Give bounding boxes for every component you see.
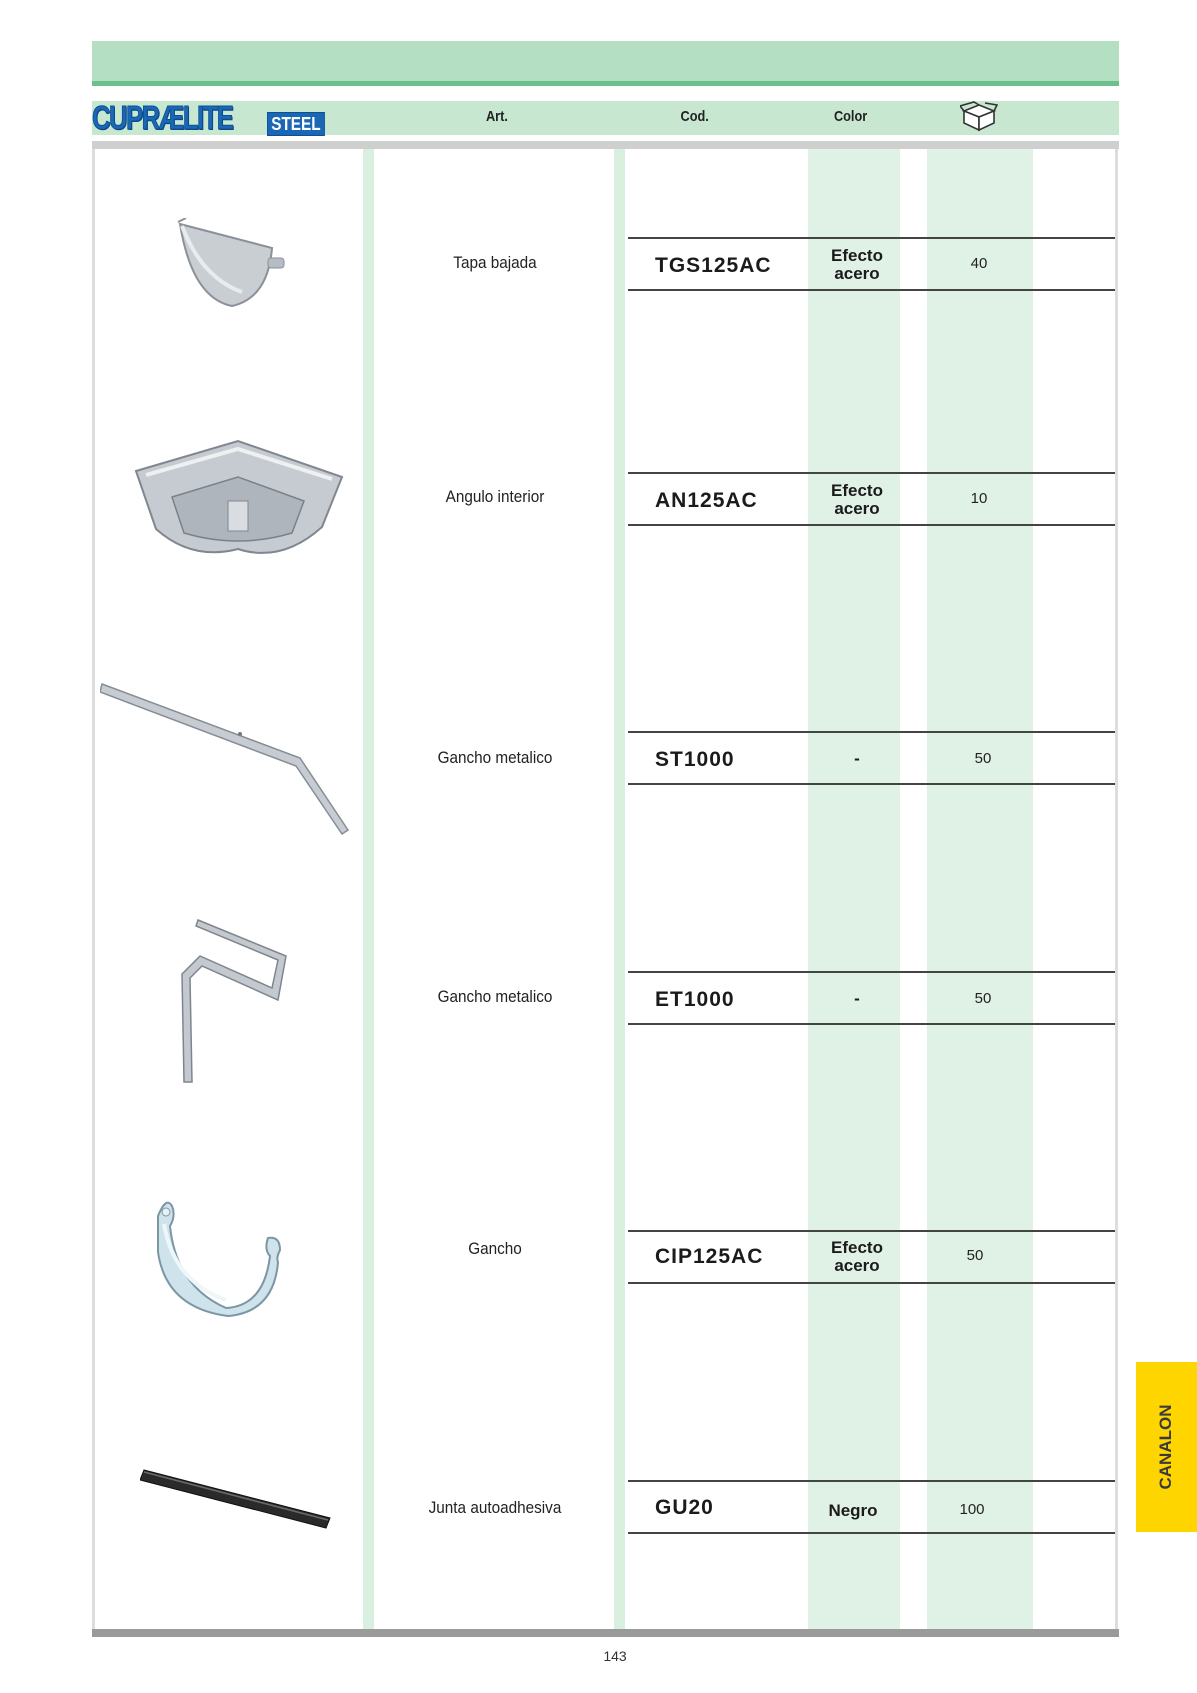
row-color: -	[854, 989, 860, 1008]
row-art: Gancho metalico	[437, 987, 553, 1006]
column-header-cod: Cod.	[680, 108, 709, 125]
column-divider	[614, 149, 625, 1629]
row-line	[628, 472, 1115, 474]
adhesive-strip-image	[140, 1466, 332, 1535]
end-cap-image	[172, 218, 292, 315]
row-cod: ET1000	[655, 988, 735, 1011]
row-color: Negro	[828, 1501, 878, 1520]
section-tab[interactable]	[1136, 1362, 1197, 1532]
row-qty: 40	[970, 255, 988, 272]
row-color: Efecto acero	[831, 1238, 883, 1275]
row-line	[628, 1532, 1115, 1534]
row-color: Efecto acero	[831, 246, 883, 283]
row-cod: TGS125AC	[655, 254, 772, 277]
top-band	[92, 41, 1119, 81]
column-header-art: Art.	[485, 108, 508, 125]
row-qty: 50	[966, 1247, 984, 1264]
row-art: Junta autoadhesiva	[428, 1498, 562, 1517]
row-line	[628, 1023, 1115, 1025]
row-line	[628, 289, 1115, 291]
section-tab-label: CANALON	[1156, 1404, 1175, 1490]
gutter-bracket-image	[146, 1196, 296, 1323]
color-column-stripe	[808, 149, 900, 1629]
row-line	[628, 971, 1115, 973]
column-divider	[363, 149, 374, 1629]
page-number: 143	[603, 1648, 627, 1664]
bent-hook-image	[174, 918, 294, 1089]
box-icon	[960, 101, 998, 138]
header-divider	[92, 141, 1119, 149]
row-qty: 50	[974, 990, 992, 1007]
straight-hook-image	[100, 676, 356, 841]
brand-logo-sub: STEEL	[267, 112, 325, 136]
row-line	[628, 783, 1115, 785]
row-line	[628, 1282, 1115, 1284]
inner-corner-image	[132, 437, 346, 568]
top-band-line	[92, 81, 1119, 86]
brand-logo	[92, 100, 335, 136]
row-line	[628, 1480, 1115, 1482]
row-qty: 10	[970, 490, 988, 507]
row-color: -	[854, 749, 860, 768]
row-art: Gancho	[468, 1239, 522, 1258]
row-qty: 100	[959, 1501, 985, 1518]
row-line	[628, 237, 1115, 239]
row-art: Gancho metalico	[437, 748, 553, 767]
row-art: Angulo interior	[445, 487, 545, 506]
row-cod: AN125AC	[655, 489, 758, 512]
brand-logo-main: CUPRÆLITE	[92, 99, 233, 136]
qty-column-stripe	[927, 149, 1033, 1629]
row-line	[628, 1230, 1115, 1232]
row-art: Tapa bajada	[453, 253, 537, 272]
column-header-color: Color	[833, 108, 868, 125]
row-line	[628, 731, 1115, 733]
row-line	[628, 524, 1115, 526]
table-bottom-band	[92, 1629, 1119, 1637]
row-cod: ST1000	[655, 748, 735, 771]
row-cod: GU20	[655, 1496, 714, 1519]
row-cod: CIP125AC	[655, 1245, 764, 1268]
row-color: Efecto acero	[831, 481, 883, 518]
row-qty: 50	[974, 750, 992, 767]
